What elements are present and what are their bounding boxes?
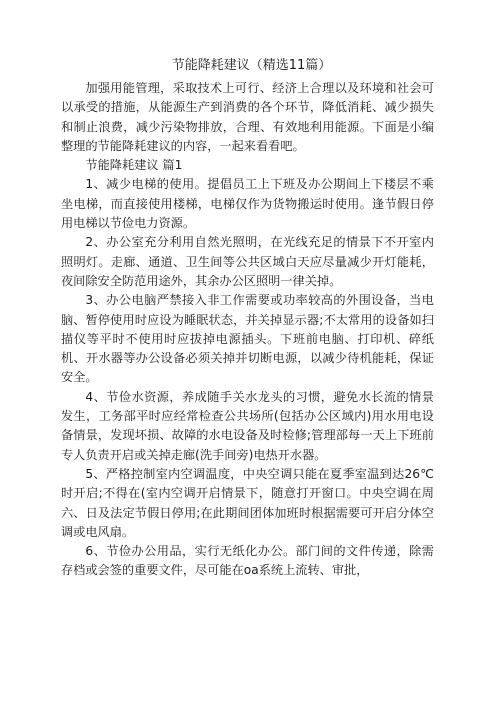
paragraph-2: 2、办公室充分利用自然光照明，在光线充足的情景下不开室内照明灯。走廊、通道、卫生间等公共区域白天应尽量减少开灯能耗，夜间除安全防范用途外，其余办公区照明一律关掉。 [61, 235, 434, 288]
paragraph-3: 3、办公电脑严禁接入非工作需要或功率较高的外围设备，当电脑、暂停使用时应设为睡眠状态，并关掉显示器;不太常用的设备如扫描仪等平时不使用时应拔掉电源插头。下班前电脑、打印机、碎纸机、开水器等办公设备必须关掉并切断电源，以减少待机能耗，保证安全。 [61, 293, 434, 385]
document-page [61, 56, 434, 581]
paragraph-6: 6、节俭办公用品，实行无纸化办公。部门间的文件传递，除需存档或会签的重要文件，尽可能在oa系统上流转、审批， [61, 544, 434, 578]
paragraph-4: 4、节俭水资源，养成随手关水龙头的习惯，避免水长流的情景发生，工务部平时应经常检查公共场所(包括办公区域内)用水用电设备情景，发现坏损、故障的水电设备及时检修;管理部每一天上下班前专人负责开启或关掉走廊(洗手间旁)电热开水器。 [61, 389, 434, 462]
section-title: 节能降耗建议 篇1 [85, 158, 183, 173]
paragraph-1: 1、减少电梯的使用。提倡员工上下班及办公期间上下楼层不乘坐电梯，而直接使用楼梯，电梯仅作为货物搬运时使用。逢节假日停用电梯以节俭电力资源。 [61, 177, 434, 231]
document-title: 节能降耗建议（精选11篇） [171, 58, 332, 73]
paragraph-5: 5、严格控制室内空调温度，中央空调只能在夏季室温到达26℃时开启;不得在(室内空调开启情景下，随意打开窗口。中央空调在周六、日及法定节假日停用;在此期间团体加班时根据需要可开启分体空调或电风扇。 [61, 466, 434, 539]
intro-paragraph: 加强用能管理，采取技术上可行、经济上合理以及环境和社会可以承受的措施，从能源生产到消费的各个环节，降低消耗、减少损失和制止浪费，减少污染物排放，合理、有效地利用能源。下面是小编整理的节能降耗建议的内容，一起来看看吧。 [61, 81, 434, 153]
